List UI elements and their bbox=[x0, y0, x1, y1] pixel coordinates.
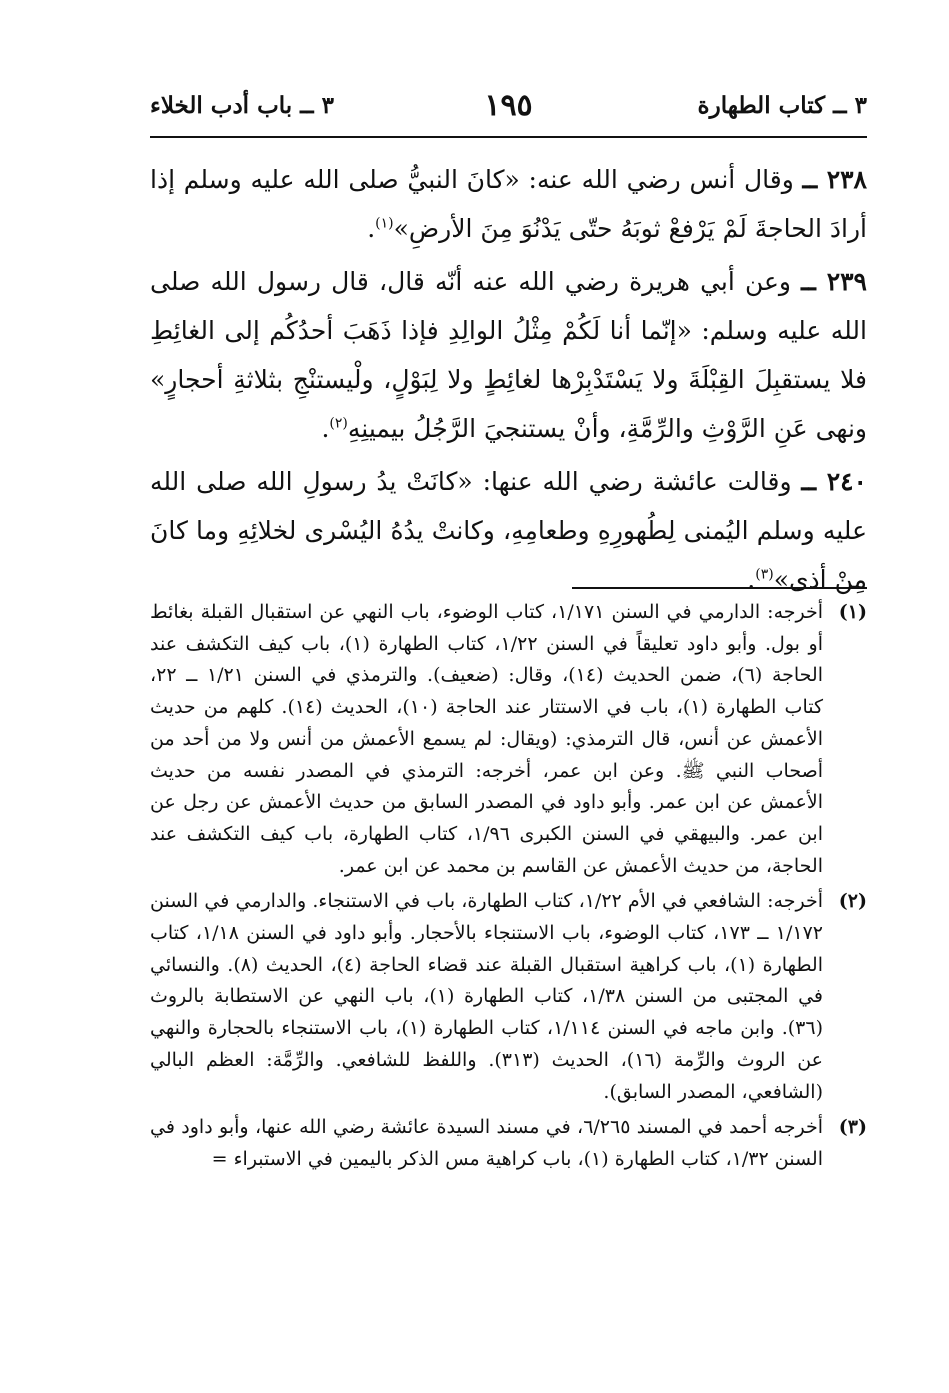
hadith-text: وقال أنس رضي الله عنه: «كانَ النبيُّ صلى الله عليه وسلم إذا أرادَ الحاجةَ لَمْ يَرْفعْ ثوبَهُ حتّى يَدْنُوَ مِنَ الأرضِ» bbox=[150, 165, 867, 243]
running-header bbox=[150, 88, 867, 134]
footnote-1 bbox=[150, 597, 867, 882]
hadith-text: وقالت عائشة رضي الله عنها: «كانَتْ يدُ رسولِ الله صلى الله عليه وسلم اليُمنى لِطُهورِهِ وطعامِهِ، وكانتْ يدُهُ اليُسْرى لخلائِهِ وما كانَ مِنْ أذى» bbox=[150, 467, 867, 594]
header-divider bbox=[150, 136, 867, 138]
section-title: ٣ ــ باب أدب الخلاء bbox=[150, 92, 334, 119]
footnote-text: أخرجه: الدارمي في السنن ١/١٧١، كتاب الوضوء، باب النهي عن استقبال القبلة بغائط أو بول. وأبو داود تعليقاً في السنن ١/٢٢، كتاب الطهارة (١)، باب كيف التكشف عند الحاجة (٦)، ضمن الحديث (١٤)، وقال: (ضعيف). والترمذي في السنن ١/٢١ ــ ٢٢، كتاب الطهارة (١)، باب في الاستتار عند الحاجة (١٠)، الحديث (١٤). كلهم من حديث الأعمش عن أنس، قال الترمذي: (ويقال: لم يسمع الأعمش من أنس ولا من أحد من أصحاب النبي ﷺ. وعن ابن عمر، أخرجه: الترمذي في المصدر نفسه من حديث الأعمش عن ابن عمر. وأبو داود في المصدر السابق من حديث الأعمش عن رجل عن ابن عمر. والبيهقي في السنن الكبرى ١/٩٦، كتاب الطهارة، باب كيف التكشف عند الحاجة، من حديث الأعمش عن القاسم بن محمد عن ابن عمر. bbox=[150, 601, 824, 877]
hadith-number: ٢٤٠ ــ bbox=[801, 467, 867, 496]
hadith-number: ٢٣٨ ــ bbox=[802, 165, 867, 194]
footnote-text: أخرجه أحمد في المسند ٦/٢٦٥، في مسند السيدة عائشة رضي الله عنها، وأبو داود في السنن ١/٣٢، كتاب الطهارة (١)، باب كراهية مس الذكر باليمين في الاستبراء = bbox=[150, 1116, 823, 1170]
hadith-240 bbox=[150, 457, 867, 604]
footnote-ref: (١) bbox=[375, 215, 394, 232]
chapter-title: ٣ ــ كتاب الطهارة bbox=[697, 92, 867, 119]
hadith-tail: . bbox=[367, 214, 376, 243]
hadith-number: ٢٣٩ ــ bbox=[801, 267, 867, 296]
footnote-2 bbox=[150, 886, 867, 1108]
footnotes bbox=[150, 597, 867, 1180]
page-number: ١٩٥ bbox=[484, 88, 533, 123]
footnote-3 bbox=[150, 1112, 867, 1175]
footnote-number: (١) bbox=[838, 601, 867, 623]
footnote-divider bbox=[572, 587, 867, 589]
footnote-ref: (٣) bbox=[755, 566, 774, 583]
footnote-text: أخرجه: الشافعي في الأم ١/٢٢، كتاب الطهارة، باب في الاستنجاء. والدارمي في السنن ١/١٧٢ ــ ١٧٣، كتاب الوضوء، باب الاستنجاء بالأحجار. وأبو داود في السنن ١/١٨، كتاب الطهارة (١)، باب كراهية استقبال القبلة عند قضاء الحاجة (٤)، الحديث (٨). والنسائي في المجتبى من السنن ١/٣٨، كتاب الطهارة (١)، باب النهي عن الاستطابة بالروث (٣٦). وابن ماجه في السنن ١/١١٤، كتاب الطهارة (١)، باب الاستنجاء بالحجارة والنهي عن الروث والرِّمة (١٦)، الحديث (٣١٣). واللفظ للشافعي. والرِّمَّة: العظم البالي (الشافعي، المصدر السابق). bbox=[150, 890, 824, 1103]
hadith-text: وعن أبي هريرة رضي الله عنه أنّه قال، قال رسول الله صلى الله عليه وسلم: «إنّما أنا لَكُمْ مِثْلُ الوالِدِ فإذا ذَهَبَ أحدُكُم إلى الغائِطِ فلا يستقبِلَ القِبْلَةَ ولا يَسْتَدْبِرْها لغائِطٍ ولا لِبَوْلٍ، ولْيستنْجِ بثلاثةِ أحجارٍ» ونهى عَنِ الرَّوْثِ والرِّمَّةِ، وأنْ يستنجيَ الرَّجُلُ بيمينِهِ bbox=[150, 267, 867, 443]
hadith-tail: . bbox=[747, 565, 756, 594]
hadith-239 bbox=[150, 257, 867, 453]
hadith-238 bbox=[150, 155, 867, 253]
footnote-number: (٢) bbox=[838, 890, 867, 913]
main-text bbox=[150, 155, 867, 608]
footnote-ref: (٢) bbox=[329, 415, 348, 432]
hadith-tail: . bbox=[321, 414, 330, 443]
footnote-number: (٣) bbox=[838, 1116, 867, 1139]
